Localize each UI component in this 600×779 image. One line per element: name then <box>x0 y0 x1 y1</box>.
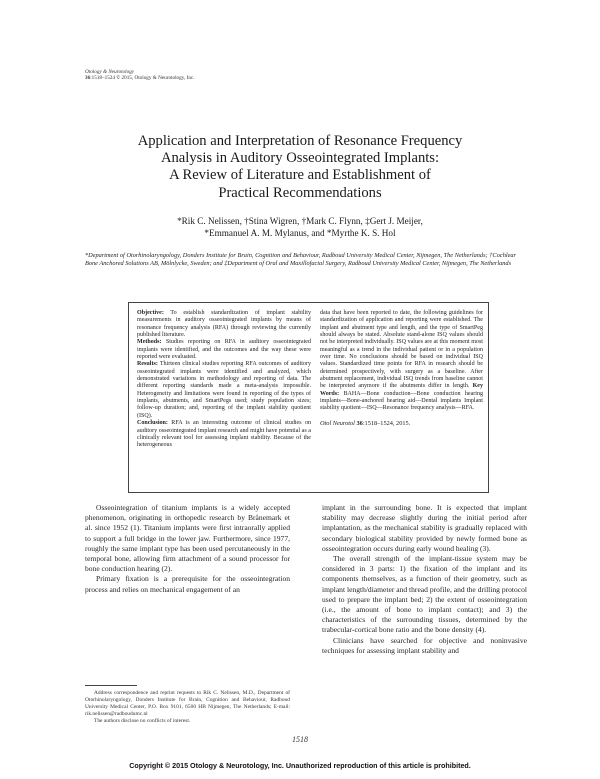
body-column-right <box>322 503 527 656</box>
keywords-text: BAHA—Bone conduction—Bone conduction hearing implants—Bone-anchored hearing aid—Dental implants Implant stability quotient—ISQ—Resonance frequency analysis—RFA. <box>320 390 483 412</box>
abstract-box <box>128 302 489 493</box>
journal-name: Otology & Neurotology <box>85 69 135 75</box>
abstract-right-column <box>320 310 483 427</box>
title-line-4: Practical Recommendations <box>218 184 382 201</box>
abstract-citation <box>320 420 483 427</box>
conclusion-text: RFA is an interesting outcome of clinical studies on auditory osseointegrated implant research and might have potential as a clinically relevant tool for assessing implant stability. Because of the heterogeneous <box>137 420 311 449</box>
authors-line-2: *Emmanuel A. M. Mylanus, and *Myrthe K. S. Hol <box>204 228 396 238</box>
objective-text: To establish standardization of implant stability measurements in auditory osseointegrated implants by means of resonance frequency analysis (RFA) through reviewing the currently published literature. <box>137 310 311 339</box>
results-text: Thirteen clinical studies reporting RFA outcomes of auditory osseointegrated implants were identified and analyzed, which demonstrated variations in methodology and reporting of data. The different reporting standards made a meta-analysis impossible. Heterogeneity and limitations were found in reporting of the types of implants, abutments, and SmartPegs used; study population sizes; follow-up duration; and, reporting of the implant stability quotient (ISQ). <box>137 361 311 419</box>
citation-volume: 36 <box>356 419 363 427</box>
correspondence-footnote: Address correspondence and reprint requests to Rik C. Nelissen, M.D., Department of Otorhinolaryngology, Donders Institute for Brain, Cognition and Behaviour, Radboud University Medical Center, P.O. Box 9101, 6500 HB Nijmegen, The Netherlands; E-mail: rik.nelissen@radboudumc.nl <box>85 690 290 717</box>
disclosure-footnote: The authors disclose no conflicts of interest. <box>94 717 191 724</box>
authors-line-1: *Rik C. Nelissen, †Stina Wigren, †Mark C. Flynn, ‡Gert J. Meijer, <box>177 216 423 226</box>
body-paragraph: Clinicians have searched for objective and noninvasive techniques for assessing implant stability and <box>322 635 527 655</box>
keywords-label: Key Words: <box>320 383 483 397</box>
abstract-continued-text: data that have been reported to date, the following guidelines for standardization of application and reporting were established. The implant and abutment type and length, and the type of SmartPeg should always be stated. Absolute stand-alone ISQ values should not be interpreted individually. ISQ values are at this moment most meaningful as a trend in the individual patient or in a population over time. No conclusions should be based on individual ISQ values. Standardized time points for RFA in research should be determined prospectively, with surgery as a baseline. After abutment replacement, individual ISQ trends from baseline cannot be interpreted anymore if the abutments differ in length. <box>320 310 483 390</box>
body-paragraph: The overall strength of the implant-tissue system may be considered in 3 parts: 1) the fixation of the implant and its components themselves, as a function of their geometry, such as implant length/diameter and thread profile, and the drilling protocol used to prepare the implant bed; 2) the extent of osseointegration (i.e., the amount of bone to implant contact); and 3) the characteristics of the surrounding tissues, determined by the trabecular-cortical bone ratio and the bone density (4). <box>322 554 527 635</box>
citation-journal: Otol Neurotol <box>320 419 355 427</box>
conclusion-label: Conclusion: <box>137 420 168 427</box>
journal-header <box>85 69 195 82</box>
affiliations: *Department of Otorhinolaryngology, Donders Institute for Brain, Cognition and Behaviour, Radboud University Medical Center, Nijmegen, The Netherlands; †Cochlear Bone Anchored Solutions AB, Mölnlycke, Sweden; and ‡Department of Oral and Maxillofacial Surgery, Radboud University Medical Center, Nijmegen, The Netherlands <box>85 252 516 268</box>
body-column-left <box>85 503 290 595</box>
title-line-2: Analysis in Auditory Osseointegrated Implants: <box>160 150 440 167</box>
journal-volume: 36 <box>85 75 91 82</box>
citation-pages: :1518–1524, 2015. <box>362 419 411 427</box>
copyright-notice: Copyright © 2015 Otology & Neurotology, Inc. Unauthorized reproduction of this article is prohibited. <box>129 762 471 770</box>
body-paragraph: Osseointegration of titanium implants is a widely accepted phenomenon, originating in orthopedic research by Brånemark et al. since 1952 (1). Titanium implants were first intraorally applied to support a full bridge in the lower jaw. Furthermore, since 1977, roughly the same implant type has been used percutaneously in the temporal bone, allowing firm attachment of a sound processor for bone conduction hearing (2). <box>85 503 290 574</box>
page-number: 1518 <box>292 735 308 744</box>
abstract-left-column <box>137 310 311 450</box>
results-label: Results: <box>137 361 158 368</box>
footnote-rule <box>85 685 137 686</box>
title-line-1: Application and Interpretation of Resonance Frequency <box>137 133 463 149</box>
author-list <box>85 215 515 239</box>
objective-label: Objective: <box>137 310 164 316</box>
journal-citation: :1518–1524 © 2015, Otology & Neurotology, Inc. <box>90 75 195 82</box>
article-title <box>85 133 515 202</box>
methods-label: Methods: <box>137 339 162 346</box>
methods-text: Studies reporting on RFA in auditory osseointegrated implants were identified, and the outcomes and the way these were reported were evaluated. <box>137 339 311 361</box>
body-paragraph: implant in the surrounding bone. It is expected that implant stability may decrease slightly during the initial period after implantation, as the mechanical stability is gradually replaced with secondary biological stability provided by newly formed bone as osseointegration occurs during early wound healing (3). <box>322 503 527 553</box>
title-line-3: A Review of Literature and Establishment of <box>169 167 431 184</box>
footnotes <box>85 690 290 725</box>
body-paragraph: Primary fixation is a prerequisite for the osseointegration process and relies on mechanical engagement of an <box>85 574 290 594</box>
